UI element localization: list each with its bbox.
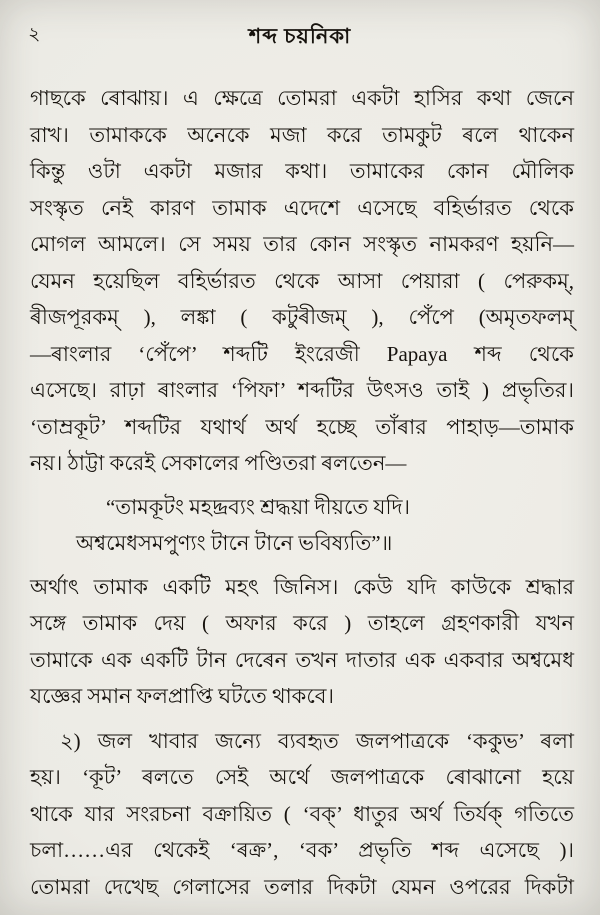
text-line: হয়। ‘কূট’ ৰলতে সেই অর্থে জলপাত্রকে ৰোঝানো হয়ে xyxy=(30,765,574,789)
text-line: ২) জল খাবার জন্যে ব্যবহৃত জলপাত্রকে ‘ককুভ’ ৰলা xyxy=(60,728,574,753)
text-line: যজ্ঞের সমান ফলপ্রাপ্তি ঘটতে থাকবে। xyxy=(30,684,334,708)
text-line: —ৰাংলার ‘পেঁপে’ শব্দটি ইংরেজী Papaya শব্দ থেকে xyxy=(30,341,574,366)
page-header xyxy=(0,0,600,72)
text-line: ‘তাম্রকূট’ শব্দটির যথার্থ অর্থ হচ্ছে তাঁৰার পাহাড়—তামাক xyxy=(30,414,574,439)
text-line: তোমরা দেখেছ গেলাসের তলার দিকটা যেমন ওপরের দিকটা xyxy=(30,874,574,899)
text-line: কিন্তু ওটা একটা মজার কথা। তামাকের কোন মৌলিক xyxy=(30,159,574,183)
page-number: ২ xyxy=(28,24,41,45)
text-line: চলা……এর থেকেই ‘ৰক্র’, ‘বক’ প্রভৃতি শব্দ এসেছে )। xyxy=(30,838,574,862)
text-line: থাকে যার সংরচনা বক্রায়িত ( ‘বক্’ ধাতুর অর্থ তির্যক্ গতিতে xyxy=(30,801,574,826)
page-text xyxy=(0,72,600,905)
text-line: সঙ্গে তামাক দেয় ( অফার করে ) তাহলে গ্রহণকারী যখন xyxy=(30,611,574,635)
text-line: যেমন হয়েছিল বহির্ভারত থেকে আসা পেয়ারা ( পেরুকম্, xyxy=(30,268,574,293)
text-line: অর্থাৎ তামাক একটি মহৎ জিনিস। কেউ যদি কাউকে শ্রদ্ধার xyxy=(30,574,574,599)
text-line: সংস্কৃত নেই কারণ তামাক এদেশে এসেছে বহির্ভারত থেকে xyxy=(30,195,574,220)
book-title: শব্দ চয়নিকা xyxy=(248,24,352,48)
text-line: গাছকে ৰোঝায়। এ ক্ষেত্রে তোমরা একটা হাসির কথা জেনে xyxy=(30,86,574,110)
text-line: এসেছে। রাঢ়া ৰাংলার ‘পিফা’ শব্দটির উৎসও তাই ) প্রভৃতির। xyxy=(30,378,574,402)
verse-line: “তামকূটং মহদ্দ্ৰব্যং শ্রদ্ধয়া দীয়তে যদি। xyxy=(106,494,411,519)
text-line: ৰীজপূরকম্ ), লঙ্কা ( কটুৰীজম্ ), পেঁপে (অমৃতফলম্ xyxy=(30,305,574,329)
text-line: রাখ। তামাককে অনেকে মজা করে তামকুট ৰলে থাকেন xyxy=(30,122,574,147)
text-line: নয়। ঠাট্টা করেই সেকালের পণ্ডিতরা ৰলতেন— xyxy=(30,451,407,475)
text-line: মোগল আমলে। সে সময় তার কোন সংস্কৃত নামকরণ হয়নি— xyxy=(30,232,574,256)
text-line: তামাকে এক একটি টান দেৰেন তখন দাতার এক একবার অশ্বমেধ xyxy=(30,647,574,672)
verse-line: অশ্বমেধসমপুণ্যং টানে টানে ভবিষ্যতি”॥ xyxy=(76,531,393,555)
